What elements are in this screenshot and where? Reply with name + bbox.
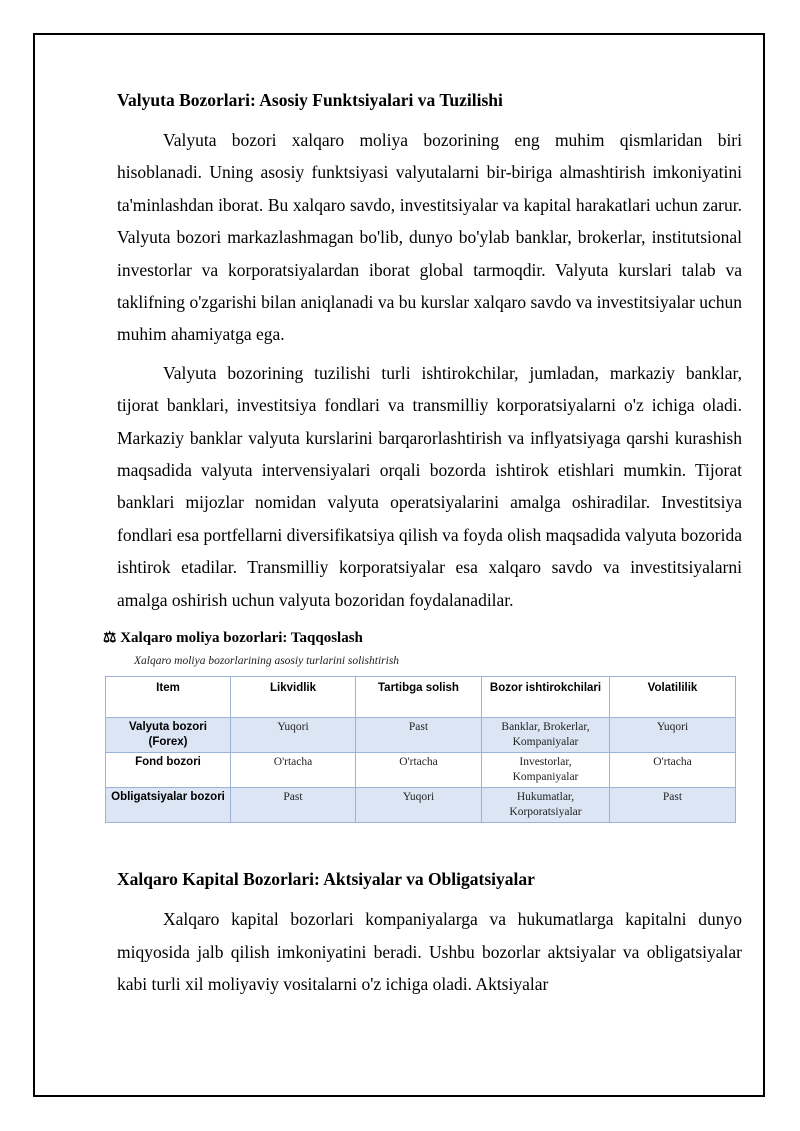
paragraph-2: Valyuta bozorining tuzilishi turli ishtirokchilar, jumladan, markaziy banklar, tijorat banklari, investitsiya fondlari va transmilliy korporatsiyalarni o'z ichiga oladi. Markaziy banklar valyuta kurslarini barqarorlashtirish va inflyatsiyaga qarshi kurashish maqsadida valyuta intervensiyalari orqali bozorda ishtirok etishlari mumkin. Tijorat banklari mijozlar nomidan valyuta operatsiyalarini amalga oshiradilar. Investitsiya fondlari esa portfellarni diversifikatsiya qilish va foyda olish maqsadida valyuta bozorida ishtirok etadilar. Transmilliy korporatsiyalar esa xalqaro savdo va investitsiyalarni amalga oshirish uchun valyuta bozoridan foydalanadilar. — [117, 362, 742, 610]
table-header-row — [106, 677, 736, 718]
table-cell: O'rtacha — [356, 753, 482, 788]
table-row — [106, 788, 736, 823]
paragraph-1: Valyuta bozori xalqaro moliya bozorining eng muhim qismlaridan biri hisoblanadi. Uning asosiy funktsiyasi valyutalarni bir-biriga almashtirish imkoniyatini ta'minlashdan iborat. Bu xalqaro savdo, investitsiyalar va kapital harakatlari uchun zarur. Valyuta bozori markazlashmagan bo'lib, dunyo bo'ylab banklar, brokerlar, institutsional investorlar va korporatsiyalardan iborat global tarmoqdir. Valyuta kurslari talab va taklifning o'zgarishi bilan aniqlanadi va bu kurslar xalqaro savdo va investitsiyalar uchun muhim ahamiyatga ega. — [117, 130, 742, 345]
header-cell: Bozor ishtirokchilari — [482, 677, 610, 718]
header-cell: Tartibga solish — [356, 677, 482, 718]
table-cell: Obligatsiyalar bozori — [106, 788, 231, 823]
header-cell: Likvidlik — [231, 677, 356, 718]
table-title: ⚖ Xalqaro moliya bozorlari: Taqqoslash — [103, 630, 363, 647]
table-cell: Past — [610, 788, 736, 823]
table-cell: Yuqori — [356, 788, 482, 823]
table-caption: Xalqaro moliya bozorlarining asosiy turlarini solishtirish — [134, 655, 400, 668]
paragraph-3: Xalqaro kapital bozorlari kompaniyalarga va hukumatlarga kapitalni dunyo miqyosida jalb qilish imkoniyatini beradi. Ushbu bozorlar aktsiyalar va obligatsiyalar kabi turli xil moliyaviy vositalarni o'z ichiga oladi. Aktsiyalar — [117, 909, 742, 994]
section-heading-currency-markets: Valyuta Bozorlari: Asosiy Funktsiyalari va Tuzilishi — [117, 90, 503, 110]
document-body — [103, 84, 742, 1000]
table-cell: Past — [231, 788, 356, 823]
section-heading-capital-markets: Xalqaro Kapital Bozorlari: Aktsiyalar va Obligatsiyalar — [117, 869, 535, 890]
header-cell: Volatililik — [610, 677, 736, 718]
table-cell: Valyuta bozori (Forex) — [106, 718, 231, 753]
table-cell: Investorlar, Kompaniyalar — [482, 753, 610, 788]
header-cell: Item — [106, 677, 231, 718]
table-cell: Past — [356, 718, 482, 753]
table-cell: Banklar, Brokerlar, Kompaniyalar — [482, 718, 610, 753]
table-cell: O'rtacha — [231, 753, 356, 788]
table-row — [106, 753, 736, 788]
table-cell: O'rtacha — [610, 753, 736, 788]
table-row — [106, 718, 736, 753]
table-cell: Yuqori — [610, 718, 736, 753]
comparison-table — [105, 676, 736, 823]
table-cell: Fond bozori — [106, 753, 231, 788]
table-cell: Yuqori — [231, 718, 356, 753]
table-cell: Hukumatlar, Korporatsiyalar — [482, 788, 610, 823]
